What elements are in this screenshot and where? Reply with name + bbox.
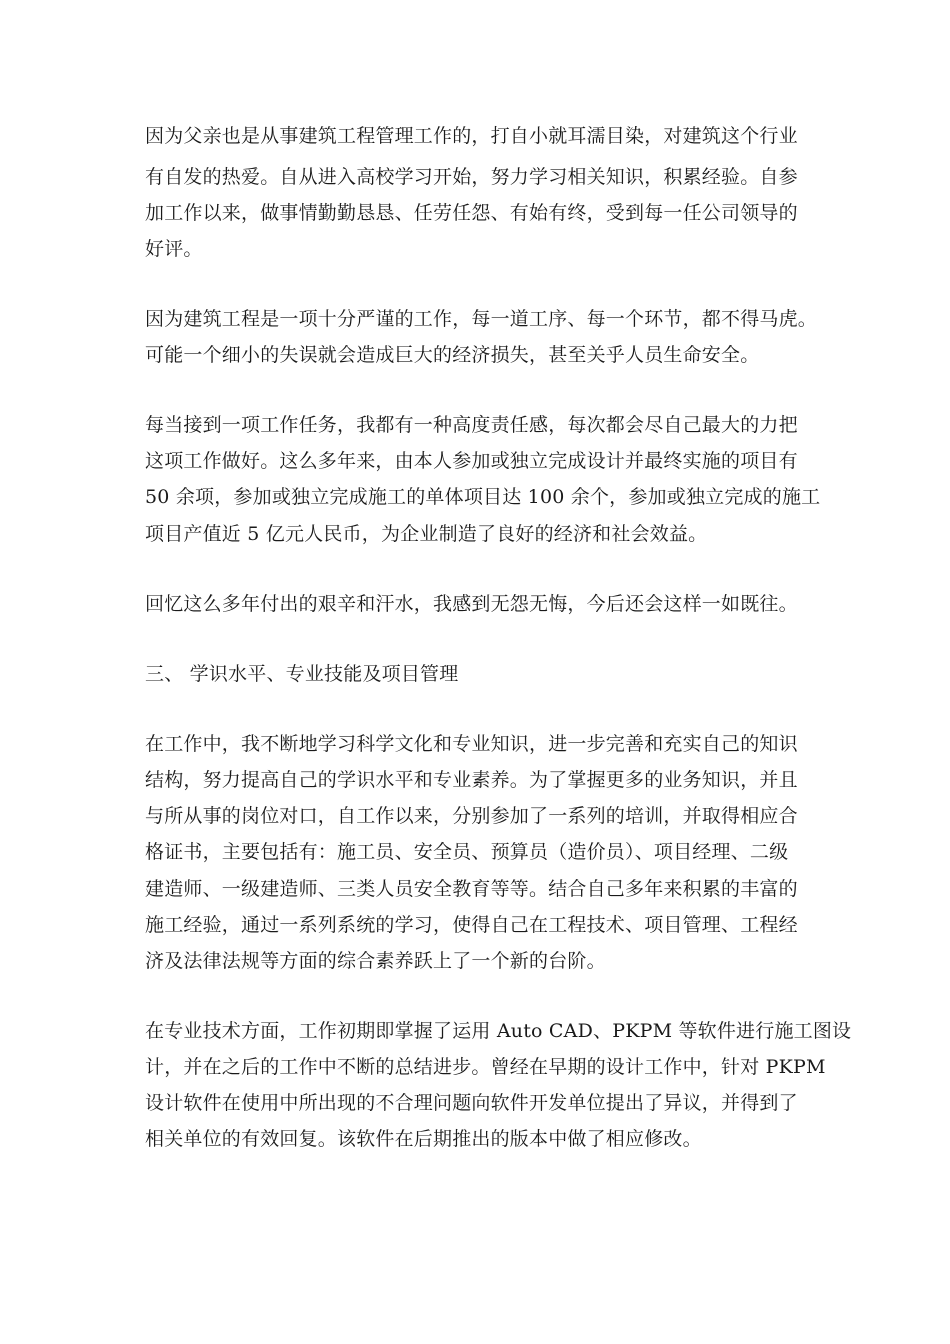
text-line: 好评。 bbox=[145, 238, 203, 260]
text-line: 在专业技术方面，工作初期即掌握了运用 Auto CAD、PKPM 等软件进行施工图设 bbox=[145, 1020, 852, 1042]
text-line: 有自发的热爱。自从进入高校学习开始，努力学习相关知识，积累经验。自参 bbox=[145, 166, 798, 188]
text-line: 计，并在之后的工作中不断的总结进步。曾经在早期的设计工作中，针对 PKPM bbox=[145, 1056, 826, 1078]
text-line: 相关单位的有效回复。该软件在后期推出的版本中做了相应修改。 bbox=[145, 1128, 702, 1150]
text-line: 每当接到一项工作任务，我都有一种高度责任感，每次都会尽自己最大的力把 bbox=[145, 414, 798, 436]
text-line: 50 余项，参加或独立完成施工的单体项目达 100 余个，参加或独立完成的施工 bbox=[145, 486, 821, 508]
text-line: 可能一个细小的失误就会造成巨大的经济损失，甚至关乎人员生命安全。 bbox=[145, 344, 760, 366]
text-line: 加工作以来，做事情勤勤恳恳、任劳任怨、有始有终，受到每一任公司领导的 bbox=[145, 202, 798, 224]
text-line: 建造师、一级建造师、三类人员安全教育等等。结合自己多年来积累的丰富的 bbox=[145, 878, 798, 900]
text-line: 结构，努力提高自己的学识水平和专业素养。为了掌握更多的业务知识，并且 bbox=[145, 769, 798, 791]
text-line: 在工作中，我不断地学习科学文化和专业知识，进一步完善和充实自己的知识 bbox=[145, 733, 798, 755]
text-line: 回忆这么多年付出的艰辛和汗水，我感到无怨无悔，今后还会这样一如既往。 bbox=[145, 593, 798, 615]
text-line: 这项工作做好。这么多年来，由本人参加或独立完成设计并最终实施的项目有 bbox=[145, 450, 798, 472]
text-line: 与所从事的岗位对口，自工作以来，分别参加了一系列的培训，并取得相应合 bbox=[145, 805, 798, 827]
text-line: 项目产值近 5 亿元人民币，为企业制造了良好的经济和社会效益。 bbox=[145, 523, 708, 545]
text-line: 施工经验，通过一系列系统的学习，使得自己在工程技术、项目管理、工程经 bbox=[145, 914, 798, 936]
section-title: 三、 学识水平、专业技能及项目管理 bbox=[145, 663, 459, 685]
text-line: 因为父亲也是从事建筑工程管理工作的，打自小就耳濡目染，对建筑这个行业 bbox=[145, 125, 798, 147]
text-line: 济及法律法规等方面的综合素养跃上了一个新的台阶。 bbox=[145, 950, 606, 972]
text-line: 因为建筑工程是一项十分严谨的工作，每一道工序、每一个环节，都不得马虎。 bbox=[145, 308, 818, 330]
text-line: 设计软件在使用中所出现的不合理问题向软件开发单位提出了异议，并得到了 bbox=[145, 1092, 798, 1114]
text-line: 格证书，主要包括有：施工员、安全员、预算员（造价员）、项目经理、二级 bbox=[145, 841, 789, 863]
